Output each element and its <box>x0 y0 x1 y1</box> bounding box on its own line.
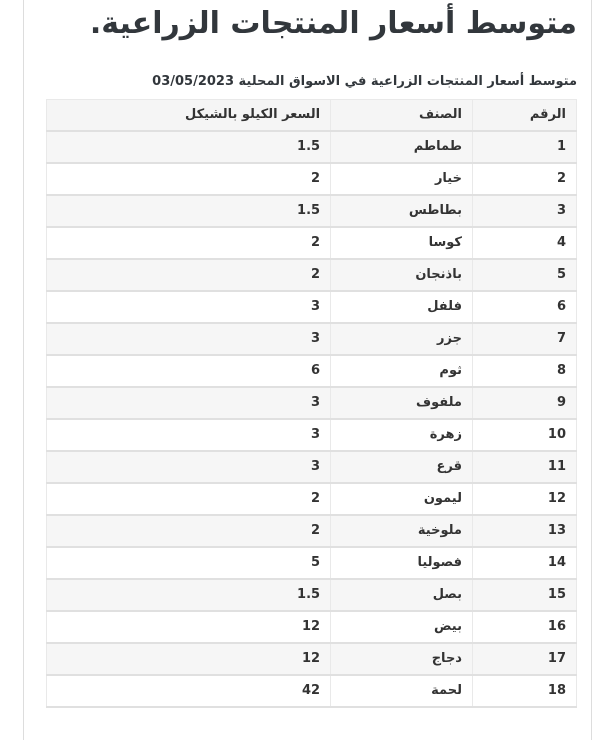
cell-item: ملوخية <box>331 515 473 547</box>
content-right-border <box>591 0 592 740</box>
table-row <box>47 611 577 643</box>
cell-item: زهرة <box>331 419 473 451</box>
cell-number: 12 <box>472 483 576 515</box>
table-row <box>47 227 577 259</box>
content-left-border <box>23 0 24 740</box>
cell-number: 3 <box>472 195 576 227</box>
cell-item: ليمون <box>331 483 473 515</box>
cell-price: 2 <box>47 259 331 291</box>
cell-number: 7 <box>472 323 576 355</box>
table-row <box>47 675 577 707</box>
table-body <box>47 131 577 707</box>
cell-item: فصوليا <box>331 547 473 579</box>
cell-price: 42 <box>47 675 331 707</box>
table-caption: متوسط أسعار المنتجات الزراعية في الاسواق المحلية 03/05/2023 <box>152 73 577 89</box>
cell-number: 5 <box>472 259 576 291</box>
cell-number: 18 <box>472 675 576 707</box>
cell-item: كوسا <box>331 227 473 259</box>
cell-price: 3 <box>47 291 331 323</box>
cell-price: 1.5 <box>47 195 331 227</box>
cell-number: 2 <box>472 163 576 195</box>
table-row <box>47 131 577 163</box>
column-header-price: السعر الكيلو بالشيكل <box>47 99 331 131</box>
cell-price: 3 <box>47 387 331 419</box>
cell-item: بصل <box>331 579 473 611</box>
cell-price: 3 <box>47 419 331 451</box>
table-row <box>47 419 577 451</box>
cell-price: 5 <box>47 547 331 579</box>
cell-item: بيض <box>331 611 473 643</box>
table-row <box>47 643 577 675</box>
table-row <box>47 515 577 547</box>
table-row <box>47 547 577 579</box>
cell-price: 3 <box>47 451 331 483</box>
cell-number: 6 <box>472 291 576 323</box>
column-header-item: الصنف <box>331 99 473 131</box>
table-row <box>47 195 577 227</box>
cell-number: 9 <box>472 387 576 419</box>
cell-number: 8 <box>472 355 576 387</box>
table-header-row <box>47 99 577 131</box>
table-row <box>47 355 577 387</box>
cell-number: 11 <box>472 451 576 483</box>
cell-item: بطاطس <box>331 195 473 227</box>
price-table <box>46 99 577 708</box>
cell-price: 1.5 <box>47 579 331 611</box>
article-content <box>46 0 577 708</box>
cell-item: دجاج <box>331 643 473 675</box>
table-row <box>47 291 577 323</box>
cell-item: لحمة <box>331 675 473 707</box>
cell-price: 2 <box>47 483 331 515</box>
cell-price: 12 <box>47 643 331 675</box>
cell-number: 17 <box>472 643 576 675</box>
cell-price: 2 <box>47 515 331 547</box>
table-row <box>47 579 577 611</box>
cell-item: قرع <box>331 451 473 483</box>
table-row <box>47 323 577 355</box>
table-header <box>47 99 577 131</box>
cell-price: 3 <box>47 323 331 355</box>
cell-price: 1.5 <box>47 131 331 163</box>
cell-number: 10 <box>472 419 576 451</box>
cell-number: 15 <box>472 579 576 611</box>
cell-item: باذنجان <box>331 259 473 291</box>
table-row <box>47 483 577 515</box>
column-header-number: الرقم <box>472 99 576 131</box>
cell-price: 12 <box>47 611 331 643</box>
table-row <box>47 387 577 419</box>
cell-item: ثوم <box>331 355 473 387</box>
table-row <box>47 259 577 291</box>
cell-price: 6 <box>47 355 331 387</box>
cell-number: 13 <box>472 515 576 547</box>
cell-number: 16 <box>472 611 576 643</box>
cell-number: 1 <box>472 131 576 163</box>
cell-price: 2 <box>47 227 331 259</box>
cell-price: 2 <box>47 163 331 195</box>
cell-item: ملفوف <box>331 387 473 419</box>
cell-item: جزر <box>331 323 473 355</box>
cell-item: خيار <box>331 163 473 195</box>
cell-item: طماطم <box>331 131 473 163</box>
table-row <box>47 163 577 195</box>
cell-item: فلفل <box>331 291 473 323</box>
table-row <box>47 451 577 483</box>
cell-number: 4 <box>472 227 576 259</box>
cell-number: 14 <box>472 547 576 579</box>
page-title: متوسط أسعار المنتجات الزراعية. <box>89 6 577 41</box>
